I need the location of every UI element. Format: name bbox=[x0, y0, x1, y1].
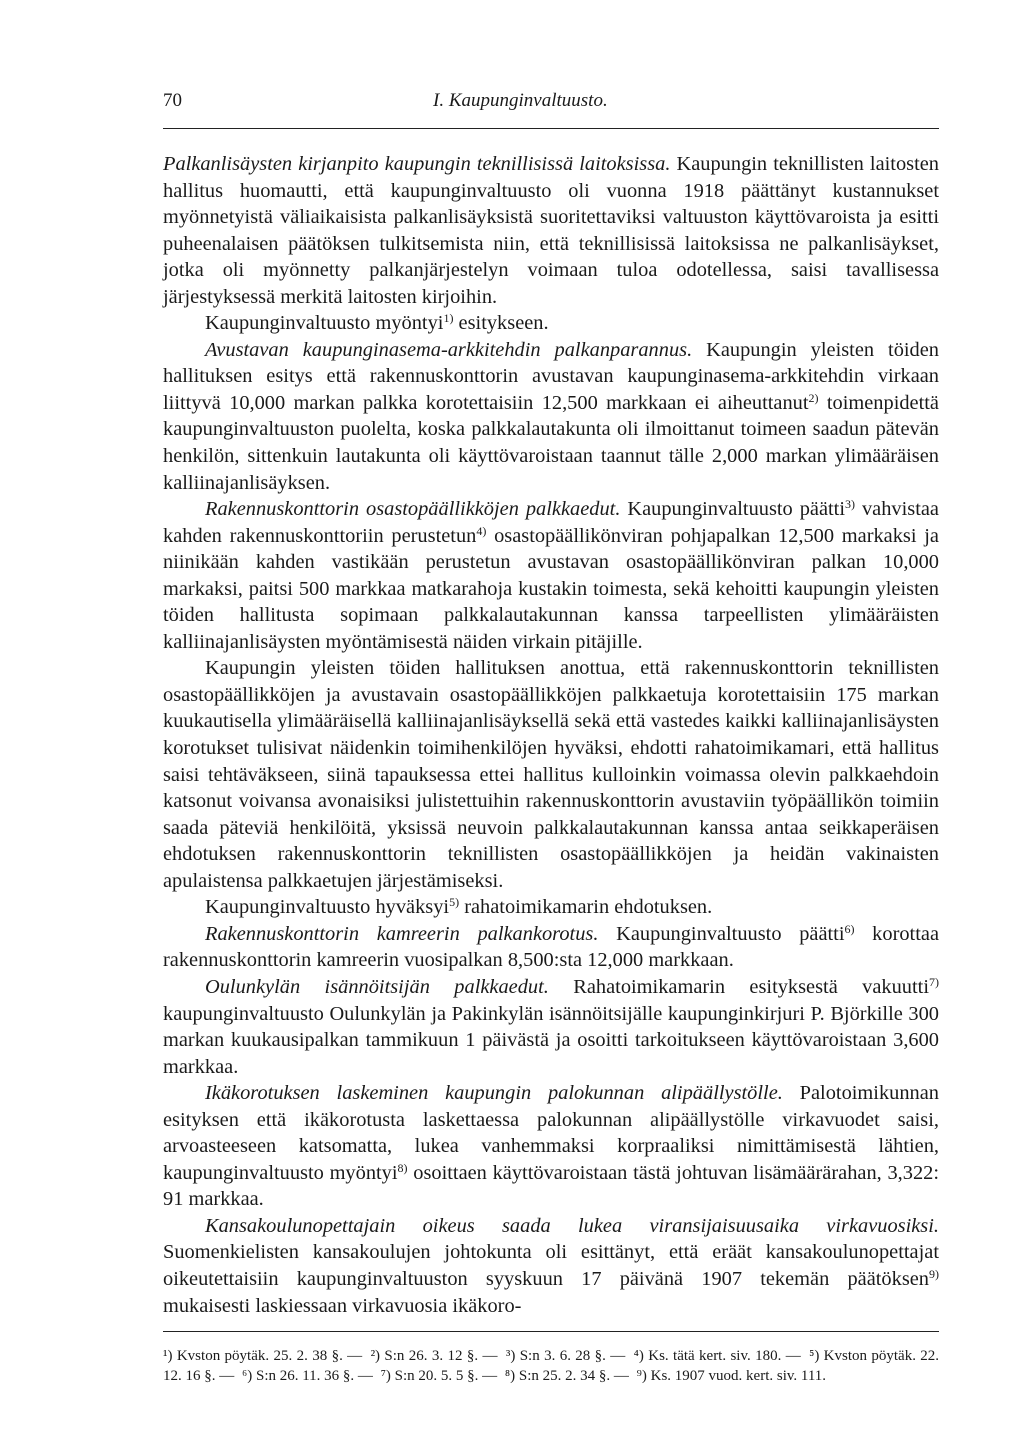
footnote-ref: 4) bbox=[476, 523, 487, 538]
paragraph-text: Kaupungin yleisten töiden hallituksen anottua, että rakennuskonttorin teknillisten osastopäällikköjen ja avustavain osastopäällikköjen palkkaetuja korotettaisiin 175 markan kuukautisella ylimääräisellä kalliinajanlisäyksellä sekä että vastedes kaikki kalliinajanlisäysten korotukset tulisivat näidenkin toimihenkilöjen hyväksi, ehdotti rahatoimikamari, että hallitus saisi tehtäväkseen, siinä tapauksessa ettei hallitus kulloinkin voimassa olevin palkkaehdoin katsonut voivansa avonaisiksi julistettuihin rakennuskonttorin avustaviin työpäällikön toimiin saada päteviä henkilöitä, yksissä neuvoin palkkalautakunnan kanssa antaa seikkaperäisen ehdotuksen rakennuskonttorin teknillisten osastopäällikköjen ja heidän vakinaisten apulaistensa palkkaetujen järjestämiseksi. bbox=[163, 657, 939, 892]
paragraph bbox=[163, 1080, 939, 1213]
footnote-ref: 7) bbox=[929, 974, 939, 989]
footnote: ⁵) Kvston pöytäk. 22. 12. 16 §. — bbox=[163, 1348, 940, 1385]
footnote: ⁷) S:n 20. 5. 5 §. — bbox=[380, 1368, 498, 1385]
paragraph bbox=[163, 310, 939, 337]
footnote: ³) S:n 3. 6. 28 §. — bbox=[505, 1348, 626, 1365]
paragraph bbox=[163, 655, 939, 894]
footnote: ⁴) Ks. tätä kert. siv. 180. — bbox=[633, 1348, 801, 1365]
paragraph-text: Suomenkielisten kansakoulujen johtokunta oli esittänyt, että eräät kansakoulunopettajat oikeutettaisiin kaupunginvaltuuston syyskuun 17 päivänä 1907 tekemän päätöksen bbox=[163, 1241, 939, 1290]
section-heading: Kansakoulunopettajain oikeus saada lukea viransijaisuusaika virkavuosiksi. bbox=[205, 1214, 939, 1237]
paragraph-text: korottaa rakennuskonttorin kamreerin vuosipalkan 8,500:sta 12,000 markkaan. bbox=[163, 922, 939, 972]
paragraph bbox=[163, 151, 939, 310]
paragraph-text: mukaisesti laskiessaan virkavuosia ikäkoro- bbox=[163, 1294, 522, 1317]
section-heading: Avustavan kaupunginasema-arkkitehdin palkanparannus. bbox=[205, 338, 693, 361]
footnote-ref: 6) bbox=[844, 921, 855, 936]
paragraph bbox=[163, 337, 939, 496]
paragraph bbox=[163, 974, 939, 1080]
section-heading: Oulunkylän isännöitsijän palkkaedut. bbox=[205, 975, 549, 998]
footnote: ⁸) S:n 25. 2. 34 §. — bbox=[504, 1368, 629, 1385]
section-heading: Palkanlisäysten kirjanpito kaupungin teknillisissä laitoksissa. bbox=[163, 153, 671, 175]
paragraph-text: Rahatoimikamarin esityksestä vakuutti bbox=[548, 975, 929, 998]
section-heading: Rakennuskonttorin osastopäällikköjen palkkaedut. bbox=[205, 498, 621, 521]
running-title: I. Kaupunginvaltuusto. bbox=[433, 90, 608, 111]
footnote: ²) S:n 26. 3. 12 §. — bbox=[370, 1348, 498, 1365]
footnote-ref: 2) bbox=[808, 390, 819, 405]
footnotes bbox=[163, 1346, 939, 1386]
paragraph-text: esitykseen. bbox=[453, 312, 549, 335]
footnote-ref: 3) bbox=[845, 497, 856, 512]
footnote: ⁶) S:n 26. 11. 36 §. — bbox=[242, 1368, 373, 1385]
paragraph-text: toimenpidettä kaupunginvaltuuston puolelta, koska palkkalautakunta oli ilmoittanut toimeen saadun pätevän henkilön, sittenkuin lautakunta oli käyttövaroistaan taannut tälle 2,000 markan ylimääräisen kalliinajanlisäyksen. bbox=[163, 391, 939, 494]
footnote-ref: 5) bbox=[449, 895, 460, 910]
paragraph bbox=[163, 496, 939, 655]
section-heading: Ikäkorotuksen laskeminen kaupungin palokunnan alipäällystölle. bbox=[205, 1082, 783, 1105]
paragraph-text: osastopäällikönviran pohjapalkan 12,500 markaksi ja niinikään kahden vastikään perustetun avustavan osastopäällikönviran palkan 10,000 markaksi, paitsi 500 markkaa matkarahoja kustakin toimesta, sekä kehoitti kaupungin yleisten töiden hallitusta sopimaan palkkalautakunnan kanssa tarpeellisten ylimääräisten kalliinajanlisäysten myöntämisestä näiden virkain pitäjille. bbox=[163, 524, 939, 653]
paragraph-text: Kaupungin yleisten töiden hallituksen esitys että rakennuskonttorin avustavan kaupunginasema-arkkitehdin virkaan liittyvä 10,000 markan palkka korotettaisiin 12,500 markkaan ei aiheuttanut bbox=[163, 338, 939, 414]
section-heading: Rakennuskonttorin kamreerin palkankorotus. bbox=[205, 922, 599, 945]
paragraph-text: Palotoimikunnan esityksen että ikäkorotusta laskettaessa palokunnan alipäällystölle virkavuodet saisi, arvoasteeseen katsomatta, lukea vanhemmaksi korpraaliksi nimittämisestä lähtien, kaupunginvaltuusto myöntyi bbox=[163, 1082, 939, 1184]
footnote-ref: 9) bbox=[929, 1266, 939, 1281]
paragraph-text: kaupunginvaltuusto Oulunkylän ja Pakinkylän isännöitsijälle kaupunginkirjuri P. Björkille 300 markan kuukausipalkan tammikuun 1 päivästä ja osoitti tarkoitukseen käyttövaroistaan 3,600 markkaa. bbox=[163, 1002, 939, 1078]
paragraph-text: vahvistaa kahden rakennuskonttoriin perustetun bbox=[163, 498, 939, 547]
footnote: ¹) Kvston pöytäk. 25. 2. 38 §. — bbox=[163, 1348, 363, 1365]
page-number: 70 bbox=[163, 90, 182, 111]
paragraph bbox=[163, 921, 939, 974]
paragraph bbox=[163, 894, 939, 921]
document-page bbox=[163, 90, 939, 1386]
paragraph-text: rahatoimikamarin ehdotuksen. bbox=[459, 896, 713, 919]
footnote: ⁹) Ks. 1907 vuod. kert. siv. 111. bbox=[636, 1368, 827, 1385]
paragraph-text: osoittaen käyttövaroistaan tästä johtuvan lisämäärärahan, 3,322: 91 markkaa. bbox=[163, 1161, 939, 1211]
page-header bbox=[163, 90, 939, 129]
paragraph bbox=[163, 1213, 939, 1319]
body-text bbox=[163, 151, 939, 1319]
paragraph-text: Kaupunginvaltuusto päätti bbox=[620, 498, 846, 521]
footnote-ref: 1) bbox=[443, 311, 454, 326]
paragraph-text: Kaupunginvaltuusto hyväksyi bbox=[205, 896, 450, 919]
footnote-ref: 8) bbox=[397, 1160, 408, 1175]
footnote-divider bbox=[163, 1331, 939, 1332]
paragraph-text: Kaupunginvaltuusto myöntyi bbox=[205, 312, 444, 335]
paragraph-text: Kaupunginvaltuusto päätti bbox=[598, 922, 845, 945]
paragraph-text: Kaupungin teknillisten laitosten hallitus huomautti, että kaupunginvaltuusto oli vuonna 1918 päättänyt kustannukset myönnetyistä väliaikaisista palkanlisäyksistä suoritettaviksi valtuuston käyttövaroista ja esitti puheenalaisen päätöksen tulkitsemista niin, että teknillisissä laitoksissa ne palkanlisäykset, jotka oli myönnetty palkanjärjestelyn voimaan tuloa odotellessa, saisi tavallisessa järjestyksessä merkitä laitosten kirjoihin. bbox=[163, 153, 939, 308]
